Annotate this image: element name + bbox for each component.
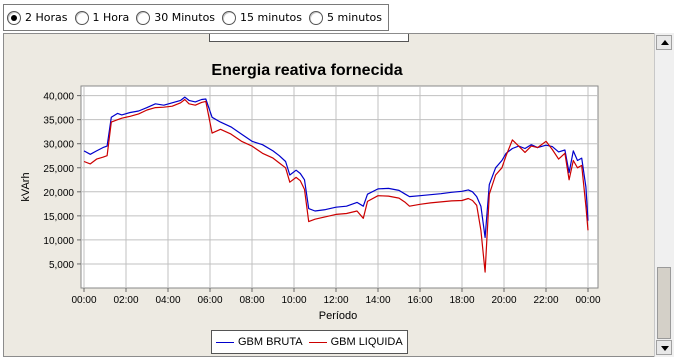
x-tick-label: 14:00 (365, 295, 391, 306)
y-tick-label: 40,000 (43, 91, 74, 103)
x-axis-label: Período (318, 310, 358, 322)
radio-button-30-minutos[interactable] (136, 11, 150, 25)
period-toolbar (0, 0, 675, 33)
legend-item-gbm-liquida (309, 336, 403, 348)
y-axis-label: kVArh (20, 172, 32, 202)
radio-label-5-minutos: 5 minutos (327, 11, 382, 24)
x-tick-label: 22:00 (533, 295, 559, 306)
scroll-down-button[interactable] (656, 340, 672, 355)
legend-swatch-gbm-liquida (309, 342, 327, 343)
legend-label-gbm-bruta: GBM BRUTA (238, 336, 303, 348)
y-tick-label: 10,000 (43, 235, 74, 247)
energy-chart (4, 34, 655, 356)
legend-item-gbm-bruta (216, 336, 303, 348)
y-tick-label: 35,000 (43, 115, 74, 127)
radio-label-15-minutos: 15 minutos (240, 11, 303, 24)
vertical-scrollbar[interactable] (654, 33, 674, 357)
radio-button-1-hora[interactable] (75, 11, 89, 25)
scroll-up-button[interactable] (656, 35, 672, 50)
chart-panel (3, 33, 655, 357)
radio-button-5-minutos[interactable] (309, 11, 323, 25)
x-tick-label: 00:00 (71, 295, 97, 306)
radio-button-2-horas[interactable] (7, 11, 21, 25)
x-tick-label: 02:00 (113, 295, 139, 306)
x-tick-label: 06:00 (197, 295, 223, 306)
radio-label-2-horas: 2 Horas (25, 11, 68, 24)
chart-title: Energia reativa fornecida (211, 62, 403, 79)
radio-option-5-minutos[interactable] (306, 5, 382, 30)
radio-option-30-minutos[interactable] (133, 5, 215, 30)
x-tick-label: 10:00 (281, 295, 307, 306)
period-radio-group (3, 4, 389, 31)
x-tick-label: 08:00 (239, 295, 265, 306)
radio-button-15-minutos[interactable] (222, 11, 236, 25)
scrollbar-thumb[interactable] (657, 267, 671, 339)
x-tick-label: 12:00 (323, 295, 349, 306)
y-tick-label: 30,000 (43, 139, 74, 151)
y-tick-label: 5,000 (48, 259, 74, 271)
x-tick-label: 00:00 (575, 295, 601, 306)
legend-label-gbm-liquida: GBM LIQUIDA (330, 336, 403, 348)
y-tick-label: 15,000 (43, 211, 74, 223)
x-tick-label: 16:00 (407, 295, 433, 306)
plot-area (81, 86, 598, 288)
radio-label-30-minutos: 30 Minutos (154, 11, 216, 24)
x-tick-label: 20:00 (491, 295, 517, 306)
radio-option-15-minutos[interactable] (219, 5, 302, 30)
x-tick-label: 04:00 (155, 295, 181, 306)
chart-legend (211, 330, 408, 354)
y-tick-label: 25,000 (43, 163, 74, 175)
radio-option-2-horas[interactable] (4, 5, 68, 30)
radio-label-1-hora: 1 Hora (92, 11, 130, 24)
legend-swatch-gbm-bruta (216, 342, 234, 343)
y-tick-label: 20,000 (43, 187, 74, 199)
radio-option-1-hora[interactable] (72, 5, 130, 30)
x-tick-label: 18:00 (449, 295, 475, 306)
